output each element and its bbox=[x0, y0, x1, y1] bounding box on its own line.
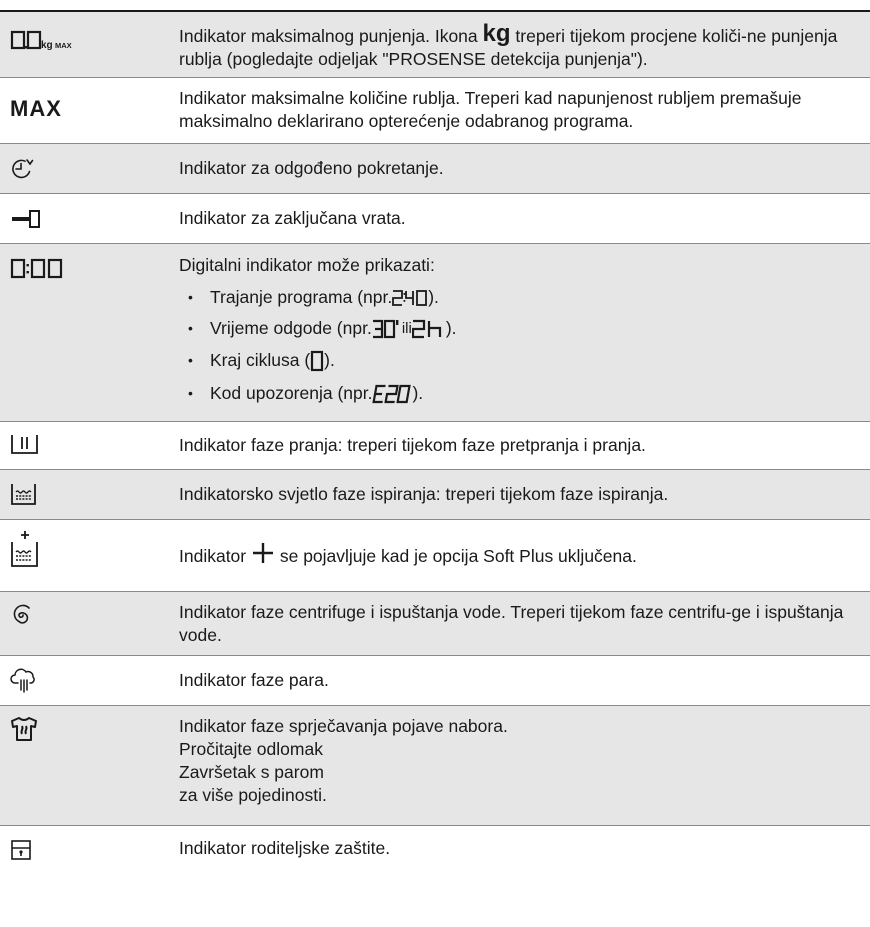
description-text: Indikator faze centrifuge i ispuštanja vode. Treperi tijekom faze centrifu-ge i ispuštanja vode. bbox=[179, 602, 844, 645]
description-text: Indikator faze para. bbox=[179, 670, 329, 690]
description-cell bbox=[179, 470, 870, 506]
indicator-table bbox=[0, 10, 870, 874]
description-cell bbox=[179, 244, 870, 410]
list-item-text: Kod upozorenja (npr. bbox=[210, 383, 373, 403]
description-cell bbox=[179, 826, 870, 860]
description-text: Indikatorsko svjetlo faze ispiranja: treperi tijekom faze ispiranja. bbox=[179, 484, 669, 504]
svg-text:MAX: MAX bbox=[55, 41, 72, 50]
description-text: se pojavljuje kad je opcija Soft Plus uključena. bbox=[274, 546, 637, 566]
list-item-text: Vrijeme odgode (npr. bbox=[210, 318, 372, 338]
table-row-softplus bbox=[0, 520, 870, 592]
list-item-text: Trajanje programa (npr. bbox=[210, 287, 393, 307]
description-cell bbox=[179, 78, 870, 133]
list-item-text: Kraj ciklusa ( bbox=[210, 350, 311, 370]
bullet: • bbox=[188, 385, 193, 401]
table-row-digital bbox=[0, 244, 870, 422]
description-cell bbox=[179, 194, 870, 230]
table-row-spin bbox=[0, 592, 870, 656]
description-cell bbox=[179, 592, 870, 647]
digital-display-icon bbox=[10, 257, 70, 281]
description-cell bbox=[179, 12, 870, 71]
description-text: Indikator roditeljske zaštite. bbox=[179, 838, 391, 858]
child-lock-icon bbox=[10, 839, 34, 863]
display-e20-icon bbox=[372, 383, 412, 405]
list-item-text: ). bbox=[412, 383, 424, 403]
steam-phase-icon bbox=[10, 668, 38, 694]
list-item-text: ). bbox=[445, 318, 457, 338]
description-text: Indikator za zaključana vrata. bbox=[179, 208, 406, 228]
list-item bbox=[188, 282, 860, 313]
description-text: Indikator faze sprječavanja pojave nabora. bbox=[179, 716, 508, 736]
description-text: Indikator bbox=[179, 546, 251, 566]
table-row-rinse bbox=[0, 470, 870, 520]
list-item bbox=[188, 344, 860, 377]
display-30-icon bbox=[372, 318, 402, 340]
table-row-door bbox=[0, 194, 870, 244]
description-text: Indikator za odgođeno pokretanje. bbox=[179, 158, 444, 178]
table-row-steam bbox=[0, 656, 870, 706]
door-lock-icon bbox=[10, 209, 42, 229]
wash-phase-icon bbox=[10, 433, 40, 455]
description-text: treperi tijekom procjene količi-ne punjenja rublja (pogledajte odjeljak "PROSENSE detekcija punjenja"). bbox=[179, 26, 838, 69]
description-cell bbox=[179, 656, 870, 692]
soft-plus-rinse-icon bbox=[10, 530, 40, 568]
list-item-text: ). bbox=[324, 350, 335, 370]
list-item bbox=[188, 377, 860, 410]
description-text: Pročitajte odlomak bbox=[179, 739, 323, 759]
table-row-wash bbox=[0, 422, 870, 470]
bullet: • bbox=[188, 320, 193, 336]
description-text: Digitalni indikator može prikazati: bbox=[179, 255, 435, 275]
description-text: Indikator maksimalne količine rublja. Treperi kad napunjenost rubljem premašuje maksimalno deklarirano opterećenje odabranog programa. bbox=[179, 88, 802, 131]
table-row-child bbox=[0, 826, 870, 874]
display-0-icon bbox=[310, 350, 324, 372]
bullet: • bbox=[188, 352, 193, 368]
description-cell bbox=[179, 706, 870, 807]
list-item-text: ). bbox=[428, 287, 439, 307]
bullet: • bbox=[188, 289, 193, 305]
description-text: Indikator faze pranja: treperi tijekom faze pretpranja i pranja. bbox=[179, 435, 646, 455]
spin-drain-icon bbox=[10, 603, 34, 627]
svg-text:kg: kg bbox=[41, 40, 53, 51]
description-cell bbox=[179, 422, 870, 457]
plus-icon bbox=[251, 541, 275, 565]
max-icon: MAX bbox=[10, 96, 62, 121]
anti-crease-shirt-icon bbox=[10, 716, 38, 742]
table-row-load bbox=[0, 12, 870, 78]
description-cell bbox=[179, 520, 870, 568]
kg-icon: kg bbox=[482, 20, 511, 47]
list-item-text: ili bbox=[401, 320, 412, 337]
description-cell bbox=[179, 144, 870, 180]
delay-start-icon bbox=[10, 157, 34, 181]
display-2-40-icon bbox=[392, 289, 428, 307]
display-2h-icon bbox=[412, 318, 446, 340]
description-text: za više pojedinosti. bbox=[179, 785, 327, 805]
description-text: Završetak s parom bbox=[179, 762, 324, 782]
max-load-display-icon bbox=[10, 30, 130, 52]
table-row-delay bbox=[0, 144, 870, 194]
list-item bbox=[188, 313, 860, 344]
table-row-max bbox=[0, 78, 870, 144]
rinse-phase-icon bbox=[10, 482, 38, 506]
description-text: Indikator maksimalnog punjenja. Ikona bbox=[179, 26, 483, 46]
table-row-anticrease bbox=[0, 706, 870, 826]
